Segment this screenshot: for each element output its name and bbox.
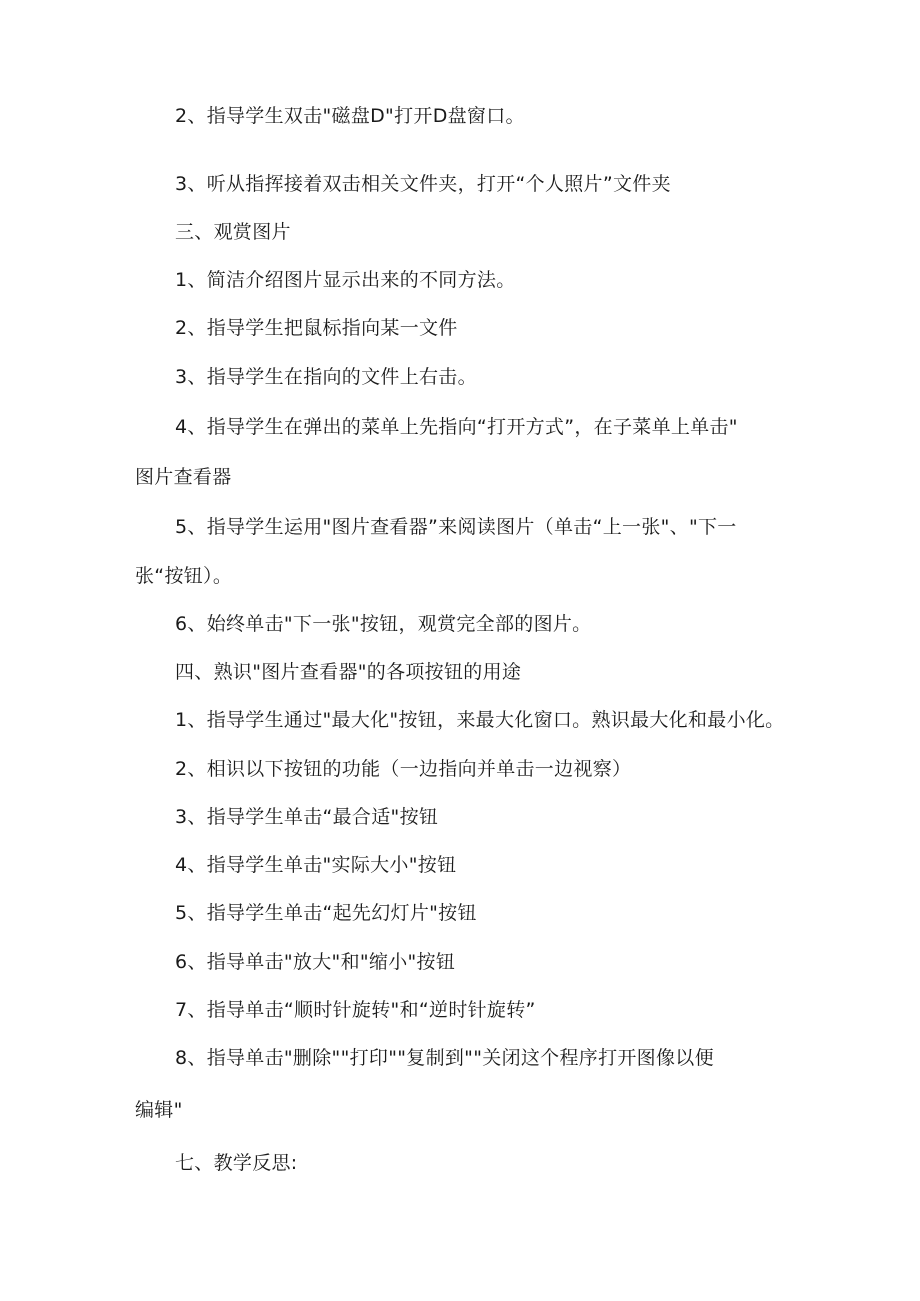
text-line: 图片查看器: [135, 466, 232, 488]
text-line: 1、指导学生通过"最大化"按钮，来最大化窗口。熟识最大化和最小化。: [175, 709, 785, 731]
text-line: 7、指导单击“顺时针旋转"和“逆时针旋转”: [175, 999, 536, 1021]
text-line: 4、指导学生单击"实际大小"按钮: [175, 854, 457, 876]
text-line: 6、始终单击"下一张"按钮，观赏完全部的图片。: [175, 613, 592, 635]
text-line: 1、简洁介绍图片显示出来的不同方法。: [175, 269, 516, 291]
text-line: 5、指导学生单击“起先幻灯片"按钮: [175, 902, 477, 924]
text-line: 6、指导单击"放大"和"缩小"按钮: [175, 951, 456, 973]
text-line: 3、指导学生在指向的文件上右击。: [175, 366, 477, 388]
text-line: 2、指导学生把鼠标指向某一文件: [175, 317, 458, 339]
text-line: 3、听从指挥接着双击相关文件夹，打开“个人照片”文件夹: [175, 173, 671, 195]
text-line: 5、指导学生运用"图片查看器”来阅读图片（单击“上一张"、"下一: [175, 516, 737, 538]
text-line: 4、指导学生在弹出的菜单上先指向“打开方式”，在子菜单上单击": [175, 416, 738, 438]
text-line: 2、相识以下按钮的功能（一边指向并单击一边视察）: [175, 758, 632, 780]
text-line: 编辑": [135, 1099, 183, 1121]
section-heading: 三、观赏图片: [175, 221, 291, 243]
text-line: 3、指导学生单击“最合适"按钮: [175, 806, 439, 828]
text-line: 8、指导单击"删除""打印""复制到""关闭这个程序打开图像以便: [175, 1047, 714, 1069]
text-line: 张“按钮）。: [135, 565, 233, 587]
section-heading: 七、教学反思:: [175, 1152, 298, 1174]
section-heading: 四、熟识"图片查看器"的各项按钮的用途: [175, 661, 522, 683]
text-line: 2、指导学生双击"磁盘D"打开D盘窗口。: [175, 105, 525, 127]
